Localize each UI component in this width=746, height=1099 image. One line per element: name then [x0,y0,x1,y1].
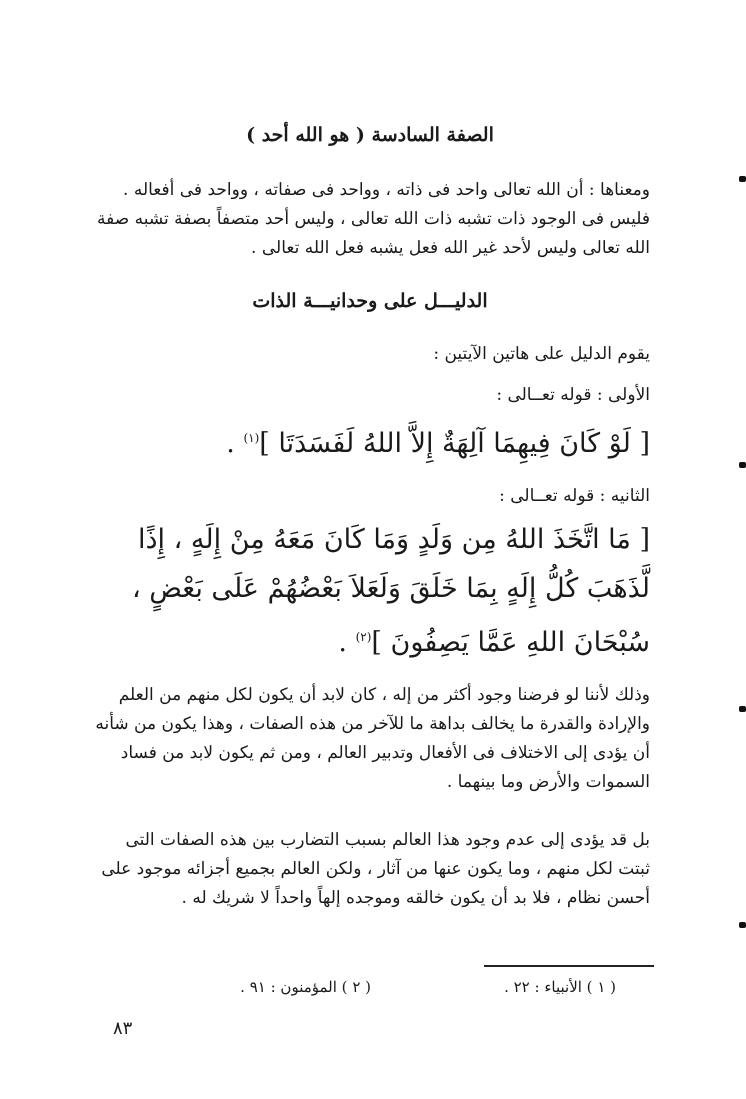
footnote-ref-2: (٢) [355,630,372,644]
margin-mark [739,706,746,712]
margin-mark [739,176,746,182]
second-verse-end: . [338,627,347,658]
first-verse-label: الأولى : قوله تعــالى : [496,385,650,405]
footnote-2: ( ٢ ) المؤمنون : ٩١ . [240,978,371,996]
conclusion-paragraph: بل قد يؤدى إلى عدم وجود هذا العالم بسبب التضارب بين هذه الصفات التى ثبتت لكل منهم ، وما يكون عنها من آثار ، ولكن العالم بجميع أجزائه موجود على أحسن نظام ، فلا بد أن يكون خالقه وموجده إلهاً واحداً لا شريك له . [101,830,650,908]
first-verse-text: [ لَوْ كَانَ فِيهِمَا آلِهَةٌ إِلاَّ اللهُ لَفَسَدَتَا ] [259,428,650,459]
section-heading: الدليـــل على وحدانيـــة الذات [252,290,488,312]
second-verse-label: الثانيه : قوله تعــالى : [499,486,650,506]
margin-mark [739,922,746,928]
second-verse-text: [ مَا اتَّخَذَ اللهُ مِن وَلَدٍ وَمَا كَانَ مَعَهُ مِنْ إِلَهٍ ، إِذًا لَّذَهَبَ كُلُّ إِلَهٍ بِمَا خَلَقَ وَلَعَلاَ بَعْضُهُمْ عَلَى بَعْضٍ ، سُبْحَانَ اللهِ عَمَّا يَصِفُونَ ] [131,524,650,658]
footnote-ref-1: (١) [243,431,260,445]
evidence-intro: يقوم الدليل على هاتين الآيتين : [433,344,650,364]
margin-mark [739,462,746,468]
footnote-separator [484,965,654,967]
second-verse [90,515,650,667]
chapter-title: الصفة السادسة ( هو الله أحد ) [246,124,494,146]
first-verse-end: . [226,428,235,459]
first-verse [90,416,650,466]
meaning-paragraph: ومعناها : أن الله تعالى واحد فى ذاته ، وواحد فى صفاته ، وواحد فى أفعاله . فليس فى الوجود ذات تشبه ذات الله تعالى ، وليس أحد متصفاً بصفة تشبه صفة الله تعالى وليس لأحد غير الله فعل يشبه فعل الله تعالى . [97,180,650,258]
argument-paragraph: وذلك لأننا لو فرضنا وجود أكثر من إله ، كان لابد أن يكون لكل منهم من العلم والإرادة والقدرة ما يخالف بداهة ما للآخر من هذه الصفات ، وهذا يكون من شأنه أن يؤدى إلى الاختلاف فى الأفعال وتدبير العالم ، ومن ثم يكون لابد من فساد السموات والأرض وما بينهما . [95,685,650,792]
footnote-1: ( ١ ) الأنبياء : ٢٢ . [504,978,616,996]
page-number: ٨٣ [113,1018,133,1039]
